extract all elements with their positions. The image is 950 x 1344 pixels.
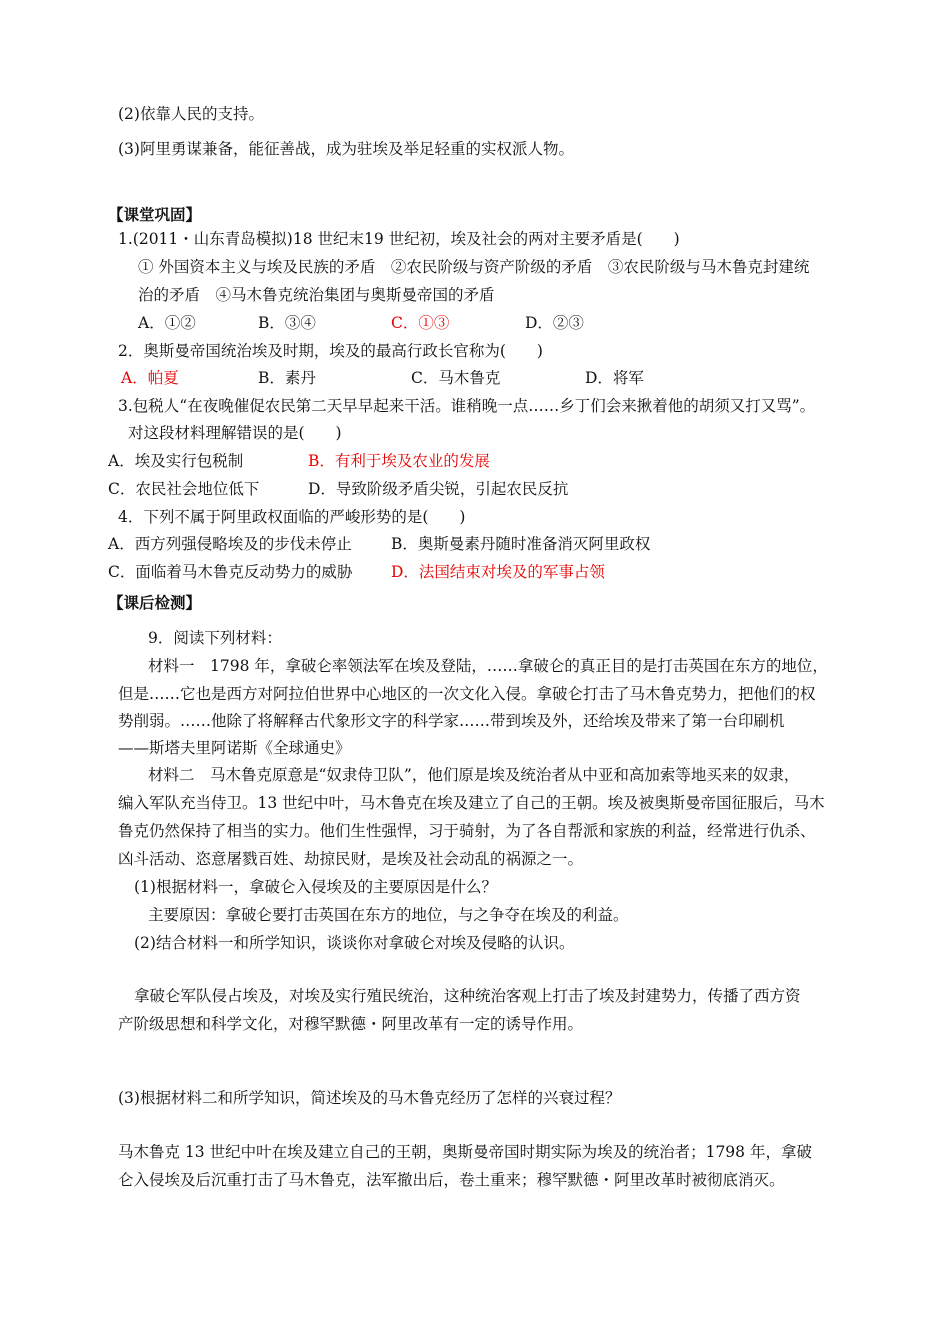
question-4-stem: 4．下列不属于阿里政权面临的严峻形势的是( ): [118, 508, 466, 526]
question-1-option-c-answer: C．①③: [391, 314, 450, 332]
answer-3-line-2: 仑入侵埃及后沉重打击了马木鲁克，法军撤出后，卷土重来；穆罕默德・阿里改革时被彻底消灭。: [118, 1171, 785, 1189]
question-1-option-b: B．③④: [258, 314, 316, 332]
question-3-stem-2: 对这段材料理解错误的是( ): [128, 424, 342, 442]
intro-point-3: (3)阿里勇谋兼备，能征善战，成为驻埃及举足轻重的实权派人物。: [118, 140, 574, 158]
question-9-prompt: 9．阅读下列材料：: [148, 629, 282, 647]
material-1-line-1: 材料一 1798 年，拿破仑率领法军在埃及登陆，……拿破仑的真正目的是打击英国在东方的地位，: [148, 657, 828, 675]
question-4-option-c: C．面临着马木鲁克反动势力的威胁: [108, 563, 353, 581]
question-3-option-b-answer: B．有利于埃及农业的发展: [308, 452, 490, 470]
question-1-stem: 1.(2011・山东青岛模拟)18 世纪末19 世纪初，埃及社会的两对主要矛盾是( ): [118, 230, 680, 248]
sub-question-2: (2)结合材料一和所学知识，谈谈你对拿破仑对埃及侵略的认识。: [134, 934, 575, 952]
question-3-option-a: A．埃及实行包税制: [108, 452, 244, 470]
question-1-body-2: 治的矛盾 ④马木鲁克统治集团与奥斯曼帝国的矛盾: [138, 286, 495, 304]
question-4-option-a: A．西方列强侵略埃及的步伐未停止: [108, 535, 352, 553]
answer-2-line-2: 产阶级思想和科学文化，对穆罕默德・阿里改革有一定的诱导作用。: [118, 1015, 584, 1033]
question-3-option-c: C．农民社会地位低下: [108, 480, 260, 498]
answer-2-line-1: 拿破仑军队侵占埃及，对埃及实行殖民统治，这种统治客观上打击了埃及封建势力，传播了西方资: [134, 987, 801, 1005]
question-2-option-a-answer: A．帕夏: [121, 369, 179, 387]
sub-question-3: (3)根据材料二和所学知识，简述埃及的马木鲁克经历了怎样的兴衰过程？: [118, 1089, 621, 1107]
material-2-line-2: 编入军队充当侍卫。13 世纪中叶，马木鲁克在埃及建立了自己的王朝。埃及被奥斯曼帝国征服后，马木: [118, 794, 825, 812]
section-heading-classroom: 【课堂巩固】: [108, 205, 202, 224]
question-4-option-b: B．奥斯曼素丹随时准备消灭阿里政权: [391, 535, 651, 553]
question-1-body-1: ① 外国资本主义与埃及民族的矛盾 ②农民阶级与资产阶级的矛盾 ③农民阶级与马木鲁克封建统: [138, 258, 810, 276]
question-2-option-b: B．素丹: [258, 369, 316, 387]
answer-3-line-1: 马木鲁克 13 世纪中叶在埃及建立自己的王朝，奥斯曼帝国时期实际为埃及的统治者；1798 年，拿破: [118, 1143, 812, 1161]
section-heading-after-class: 【课后检测】: [108, 593, 202, 612]
material-2-line-3: 鲁克仍然保持了相当的实力。他们生性强悍，习于骑射，为了各自帮派和家族的利益，经常进行仇杀、: [118, 822, 816, 840]
question-4-option-d-answer: D．法国结束对埃及的军事占领: [391, 563, 605, 581]
question-3-stem: 3.包税人“在夜晚催促农民第二天早早起来干活。谁稍晚一点……乡丁们会来揪着他的胡须又打又骂”。: [118, 397, 816, 415]
question-3-option-d: D．导致阶级矛盾尖锐，引起农民反抗: [308, 480, 569, 498]
question-2-option-c: C．马木鲁克: [411, 369, 501, 387]
answer-1: 主要原因：拿破仑要打击英国在东方的地位，与之争夺在埃及的利益。: [148, 906, 629, 924]
material-1-source: ——斯塔夫里阿诺斯《全球通史》: [118, 739, 351, 757]
question-2-stem: 2．奥斯曼帝国统治埃及时期，埃及的最高行政长官称为( ): [118, 342, 543, 360]
material-1-line-3: 势削弱。……他除了将解释古代象形文字的科学家……带到埃及外，还给埃及带来了第一台印刷机: [118, 712, 785, 730]
material-1-line-2: 但是……它也是西方对阿拉伯世界中心地区的一次文化入侵。拿破仑打击了马木鲁克势力，把他们的权: [118, 685, 816, 703]
sub-question-1: (1)根据材料一，拿破仑入侵埃及的主要原因是什么？: [134, 878, 497, 896]
intro-point-2: (2)依靠人民的支持。: [118, 105, 264, 123]
question-1-option-a: A．①②: [138, 314, 196, 332]
question-2-option-d: D．将军: [585, 369, 644, 387]
material-2-line-1: 材料二 马木鲁克原意是“奴隶侍卫队”，他们原是埃及统治者从中亚和高加索等地买来的奴隶，: [148, 766, 800, 784]
material-2-line-4: 凶斗活动、恣意屠戮百姓、劫掠民财，是埃及社会动乱的祸源之一。: [118, 850, 584, 868]
question-1-option-d: D．②③: [525, 314, 584, 332]
